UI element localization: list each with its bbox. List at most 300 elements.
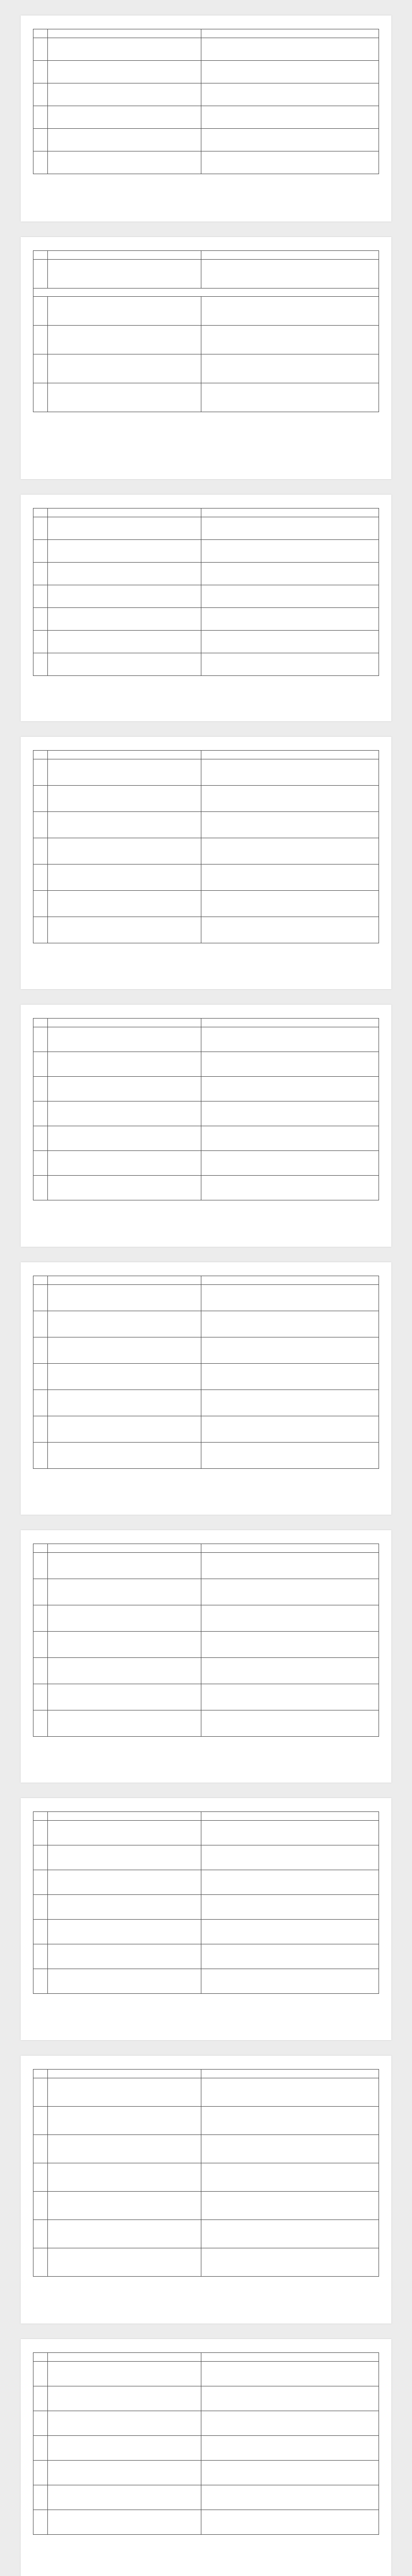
row-item-text bbox=[48, 1845, 201, 1870]
row-number bbox=[33, 2135, 48, 2163]
header-number bbox=[33, 251, 48, 260]
table-row bbox=[33, 1027, 379, 1052]
row-item-text bbox=[48, 2107, 201, 2135]
row-basis-text bbox=[201, 383, 379, 412]
table-row bbox=[33, 2510, 379, 2535]
table-row bbox=[33, 1632, 379, 1658]
row-number bbox=[33, 759, 48, 786]
row-basis-text bbox=[201, 1821, 379, 1845]
row-item-text bbox=[48, 2386, 201, 2411]
row-number bbox=[33, 2510, 48, 2535]
row-basis-text bbox=[201, 1684, 379, 1710]
row-item-text bbox=[48, 631, 201, 653]
row-number bbox=[33, 129, 48, 151]
row-basis-text bbox=[201, 759, 379, 786]
row-number bbox=[33, 1605, 48, 1632]
document-page bbox=[21, 1798, 391, 2040]
row-item-text bbox=[48, 1285, 201, 1311]
row-number bbox=[33, 1126, 48, 1151]
row-basis-text bbox=[201, 838, 379, 865]
row-number bbox=[33, 383, 48, 412]
table-row bbox=[33, 865, 379, 891]
table-header-row bbox=[33, 251, 379, 260]
row-item-text bbox=[48, 1311, 201, 1337]
row-basis-text bbox=[201, 2220, 379, 2248]
audit-table bbox=[33, 1018, 379, 1200]
audit-table bbox=[33, 1544, 379, 1737]
table-row bbox=[33, 786, 379, 812]
row-basis-text bbox=[201, 1337, 379, 1364]
row-basis-text bbox=[201, 1364, 379, 1390]
row-basis-text bbox=[201, 608, 379, 631]
table-row bbox=[33, 631, 379, 653]
row-item-text bbox=[48, 1416, 201, 1443]
row-item-text bbox=[48, 1052, 201, 1077]
row-number bbox=[33, 1337, 48, 1364]
row-item-text bbox=[48, 38, 201, 61]
row-number bbox=[33, 38, 48, 61]
row-basis-text bbox=[201, 1077, 379, 1101]
document-page bbox=[21, 2056, 391, 2324]
row-item-text bbox=[48, 1364, 201, 1390]
row-basis-text bbox=[201, 1311, 379, 1337]
table-row bbox=[33, 1311, 379, 1337]
row-number bbox=[33, 2411, 48, 2436]
row-basis-text bbox=[201, 1553, 379, 1579]
row-basis-text bbox=[201, 653, 379, 676]
row-basis-text bbox=[201, 2135, 379, 2163]
header-number bbox=[33, 2070, 48, 2078]
header-number bbox=[33, 751, 48, 759]
row-number bbox=[33, 1920, 48, 1944]
table-row bbox=[33, 1101, 379, 1126]
row-item-text bbox=[48, 1337, 201, 1364]
table-row bbox=[33, 1845, 379, 1870]
header-basis bbox=[201, 251, 379, 260]
row-number bbox=[33, 1077, 48, 1101]
table-row bbox=[33, 2192, 379, 2220]
document-page bbox=[21, 15, 391, 222]
row-number bbox=[33, 653, 48, 676]
header-basis bbox=[201, 2070, 379, 2078]
row-item-text bbox=[48, 838, 201, 865]
row-number bbox=[33, 917, 48, 943]
row-number bbox=[33, 2248, 48, 2277]
row-item-text bbox=[48, 1605, 201, 1632]
row-basis-text bbox=[201, 1579, 379, 1605]
header-basis bbox=[201, 1019, 379, 1027]
row-basis-text bbox=[201, 326, 379, 354]
table-header-row bbox=[33, 1812, 379, 1821]
header-number bbox=[33, 1812, 48, 1821]
table-row bbox=[33, 297, 379, 326]
row-number bbox=[33, 326, 48, 354]
row-item-text bbox=[48, 2510, 201, 2535]
table-row bbox=[33, 1895, 379, 1920]
header-item bbox=[48, 1276, 201, 1285]
row-item-text bbox=[48, 2485, 201, 2510]
section-row bbox=[33, 289, 379, 297]
row-basis-text bbox=[201, 631, 379, 653]
row-item-text bbox=[48, 1920, 201, 1944]
header-item bbox=[48, 1544, 201, 1553]
row-number bbox=[33, 2163, 48, 2192]
header-number bbox=[33, 1019, 48, 1027]
table-row bbox=[33, 2163, 379, 2192]
section-heading bbox=[33, 289, 379, 297]
row-number bbox=[33, 1052, 48, 1077]
row-item-text bbox=[48, 1151, 201, 1176]
row-basis-text bbox=[201, 917, 379, 943]
row-number bbox=[33, 1311, 48, 1337]
row-number bbox=[33, 1443, 48, 1469]
row-basis-text bbox=[201, 1126, 379, 1151]
audit-table bbox=[33, 750, 379, 943]
row-item-text bbox=[48, 83, 201, 106]
table-row bbox=[33, 1710, 379, 1737]
row-item-text bbox=[48, 2192, 201, 2220]
row-number bbox=[33, 585, 48, 608]
header-basis bbox=[201, 1544, 379, 1553]
row-basis-text bbox=[201, 1658, 379, 1684]
row-number bbox=[33, 151, 48, 174]
table-row bbox=[33, 2461, 379, 2485]
header-number bbox=[33, 509, 48, 517]
table-row bbox=[33, 917, 379, 943]
row-basis-text bbox=[201, 2248, 379, 2277]
row-item-text bbox=[48, 106, 201, 129]
row-basis-text bbox=[201, 1176, 379, 1200]
row-number bbox=[33, 838, 48, 865]
row-number bbox=[33, 540, 48, 563]
table-row bbox=[33, 354, 379, 383]
row-basis-text bbox=[201, 1845, 379, 1870]
row-item-text bbox=[48, 1077, 201, 1101]
row-item-text bbox=[48, 563, 201, 585]
row-basis-text bbox=[201, 891, 379, 917]
row-item-text bbox=[48, 786, 201, 812]
row-number bbox=[33, 563, 48, 585]
row-number bbox=[33, 1579, 48, 1605]
row-basis-text bbox=[201, 2163, 379, 2192]
row-basis-text bbox=[201, 1632, 379, 1658]
audit-table bbox=[33, 250, 379, 412]
row-basis-text bbox=[201, 1944, 379, 1969]
audit-table bbox=[33, 1276, 379, 1469]
row-number bbox=[33, 1710, 48, 1737]
header-basis bbox=[201, 1812, 379, 1821]
row-basis-text bbox=[201, 260, 379, 289]
row-number bbox=[33, 2192, 48, 2220]
table-header-row bbox=[33, 1544, 379, 1553]
row-basis-text bbox=[201, 2411, 379, 2436]
table-row bbox=[33, 1285, 379, 1311]
header-basis bbox=[201, 1276, 379, 1285]
row-basis-text bbox=[201, 1895, 379, 1920]
row-number bbox=[33, 1027, 48, 1052]
table-row bbox=[33, 1126, 379, 1151]
document-page bbox=[21, 737, 391, 989]
table-header-row bbox=[33, 1276, 379, 1285]
table-row bbox=[33, 38, 379, 61]
document-page bbox=[21, 1262, 391, 1515]
table-row bbox=[33, 517, 379, 540]
table-row bbox=[33, 2386, 379, 2411]
row-basis-text bbox=[201, 297, 379, 326]
table-row bbox=[33, 838, 379, 865]
row-number bbox=[33, 61, 48, 83]
header-basis bbox=[201, 509, 379, 517]
row-item-text bbox=[48, 1553, 201, 1579]
row-basis-text bbox=[201, 38, 379, 61]
document-page bbox=[21, 495, 391, 721]
row-item-text bbox=[48, 585, 201, 608]
table-row bbox=[33, 891, 379, 917]
row-number bbox=[33, 1101, 48, 1126]
row-number bbox=[33, 1870, 48, 1895]
row-item-text bbox=[48, 608, 201, 631]
row-basis-text bbox=[201, 563, 379, 585]
header-number bbox=[33, 29, 48, 38]
table-row bbox=[33, 1151, 379, 1176]
row-number bbox=[33, 2107, 48, 2135]
row-number bbox=[33, 2436, 48, 2461]
row-item-text bbox=[48, 1027, 201, 1052]
table-row bbox=[33, 1390, 379, 1416]
table-header-row bbox=[33, 29, 379, 38]
row-number bbox=[33, 786, 48, 812]
row-item-text bbox=[48, 297, 201, 326]
audit-table bbox=[33, 2069, 379, 2277]
row-basis-text bbox=[201, 1969, 379, 1994]
table-row bbox=[33, 2107, 379, 2135]
row-basis-text bbox=[201, 1605, 379, 1632]
table-row bbox=[33, 759, 379, 786]
table-row bbox=[33, 1969, 379, 1994]
header-basis bbox=[201, 29, 379, 38]
table-row bbox=[33, 2220, 379, 2248]
row-item-text bbox=[48, 129, 201, 151]
table-row bbox=[33, 1870, 379, 1895]
row-number bbox=[33, 1553, 48, 1579]
row-number bbox=[33, 1364, 48, 1390]
document-page bbox=[21, 237, 391, 479]
row-item-text bbox=[48, 1944, 201, 1969]
row-basis-text bbox=[201, 2078, 379, 2107]
row-item-text bbox=[48, 354, 201, 383]
row-item-text bbox=[48, 1895, 201, 1920]
table-row bbox=[33, 326, 379, 354]
row-item-text bbox=[48, 151, 201, 174]
table-row bbox=[33, 1052, 379, 1077]
row-item-text bbox=[48, 383, 201, 412]
row-basis-text bbox=[201, 1052, 379, 1077]
header-item bbox=[48, 251, 201, 260]
row-number bbox=[33, 297, 48, 326]
row-number bbox=[33, 2461, 48, 2485]
row-number bbox=[33, 260, 48, 289]
row-basis-text bbox=[201, 2362, 379, 2386]
row-number bbox=[33, 1821, 48, 1845]
row-item-text bbox=[48, 917, 201, 943]
row-basis-text bbox=[201, 151, 379, 174]
table-row bbox=[33, 1337, 379, 1364]
row-number bbox=[33, 2386, 48, 2411]
row-item-text bbox=[48, 891, 201, 917]
row-basis-text bbox=[201, 1416, 379, 1443]
row-item-text bbox=[48, 2220, 201, 2248]
row-item-text bbox=[48, 61, 201, 83]
row-item-text bbox=[48, 517, 201, 540]
table-row bbox=[33, 106, 379, 129]
row-basis-text bbox=[201, 61, 379, 83]
row-item-text bbox=[48, 2078, 201, 2107]
row-item-text bbox=[48, 759, 201, 786]
table-row bbox=[33, 540, 379, 563]
table-row bbox=[33, 1658, 379, 1684]
row-basis-text bbox=[201, 1710, 379, 1737]
table-header-row bbox=[33, 509, 379, 517]
table-row bbox=[33, 2135, 379, 2163]
row-item-text bbox=[48, 1821, 201, 1845]
row-number bbox=[33, 1895, 48, 1920]
table-header-row bbox=[33, 2353, 379, 2362]
table-row bbox=[33, 1920, 379, 1944]
table-row bbox=[33, 1443, 379, 1469]
row-number bbox=[33, 2220, 48, 2248]
header-number bbox=[33, 2353, 48, 2362]
table-row bbox=[33, 1579, 379, 1605]
table-row bbox=[33, 1605, 379, 1632]
row-item-text bbox=[48, 1176, 201, 1200]
table-row bbox=[33, 61, 379, 83]
table-row bbox=[33, 653, 379, 676]
header-item bbox=[48, 2070, 201, 2078]
row-basis-text bbox=[201, 354, 379, 383]
table-row bbox=[33, 1416, 379, 1443]
row-item-text bbox=[48, 1126, 201, 1151]
document-page bbox=[21, 1005, 391, 1247]
header-item bbox=[48, 29, 201, 38]
table-row bbox=[33, 2485, 379, 2510]
row-item-text bbox=[48, 812, 201, 838]
table-row bbox=[33, 2248, 379, 2277]
row-basis-text bbox=[201, 1151, 379, 1176]
row-basis-text bbox=[201, 2461, 379, 2485]
row-number bbox=[33, 812, 48, 838]
row-item-text bbox=[48, 2135, 201, 2163]
row-number bbox=[33, 2362, 48, 2386]
row-number bbox=[33, 106, 48, 129]
row-basis-text bbox=[201, 1027, 379, 1052]
row-number bbox=[33, 1684, 48, 1710]
row-number bbox=[33, 1285, 48, 1311]
row-number bbox=[33, 1658, 48, 1684]
row-basis-text bbox=[201, 812, 379, 838]
row-item-text bbox=[48, 2248, 201, 2277]
row-number bbox=[33, 1845, 48, 1870]
row-number bbox=[33, 1416, 48, 1443]
row-number bbox=[33, 1151, 48, 1176]
header-item bbox=[48, 509, 201, 517]
row-basis-text bbox=[201, 585, 379, 608]
table-row bbox=[33, 2436, 379, 2461]
row-number bbox=[33, 1944, 48, 1969]
row-number bbox=[33, 2485, 48, 2510]
table-row bbox=[33, 608, 379, 631]
table-row bbox=[33, 1944, 379, 1969]
row-item-text bbox=[48, 1658, 201, 1684]
row-item-text bbox=[48, 540, 201, 563]
row-basis-text bbox=[201, 1390, 379, 1416]
row-basis-text bbox=[201, 2386, 379, 2411]
table-row bbox=[33, 2411, 379, 2436]
row-item-text bbox=[48, 1870, 201, 1895]
audit-table bbox=[33, 29, 379, 174]
table-row bbox=[33, 585, 379, 608]
row-basis-text bbox=[201, 540, 379, 563]
row-number bbox=[33, 83, 48, 106]
table-row bbox=[33, 383, 379, 412]
header-item bbox=[48, 751, 201, 759]
row-item-text bbox=[48, 2436, 201, 2461]
row-basis-text bbox=[201, 2485, 379, 2510]
table-row bbox=[33, 1821, 379, 1845]
document-page bbox=[21, 2339, 391, 2576]
table-row bbox=[33, 260, 379, 289]
table-row bbox=[33, 83, 379, 106]
table-row bbox=[33, 1364, 379, 1390]
row-basis-text bbox=[201, 106, 379, 129]
row-item-text bbox=[48, 653, 201, 676]
table-row bbox=[33, 563, 379, 585]
row-item-text bbox=[48, 1390, 201, 1416]
row-basis-text bbox=[201, 786, 379, 812]
row-basis-text bbox=[201, 517, 379, 540]
row-item-text bbox=[48, 326, 201, 354]
table-row bbox=[33, 812, 379, 838]
row-item-text bbox=[48, 1969, 201, 1994]
row-number bbox=[33, 1390, 48, 1416]
row-item-text bbox=[48, 1684, 201, 1710]
row-item-text bbox=[48, 1101, 201, 1126]
header-basis bbox=[201, 751, 379, 759]
row-basis-text bbox=[201, 1920, 379, 1944]
audit-table bbox=[33, 1811, 379, 1994]
row-number bbox=[33, 608, 48, 631]
table-header-row bbox=[33, 1019, 379, 1027]
table-row bbox=[33, 1553, 379, 1579]
header-item bbox=[48, 1812, 201, 1821]
row-number bbox=[33, 1176, 48, 1200]
row-basis-text bbox=[201, 2107, 379, 2135]
table-header-row bbox=[33, 751, 379, 759]
table-row bbox=[33, 129, 379, 151]
row-basis-text bbox=[201, 2510, 379, 2535]
table-row bbox=[33, 1684, 379, 1710]
table-row bbox=[33, 2362, 379, 2386]
row-number bbox=[33, 1969, 48, 1994]
header-number bbox=[33, 1544, 48, 1553]
row-number bbox=[33, 865, 48, 891]
header-number bbox=[33, 1276, 48, 1285]
row-item-text bbox=[48, 1632, 201, 1658]
row-basis-text bbox=[201, 129, 379, 151]
row-number bbox=[33, 354, 48, 383]
row-basis-text bbox=[201, 1285, 379, 1311]
row-item-text bbox=[48, 1710, 201, 1737]
table-row bbox=[33, 2078, 379, 2107]
